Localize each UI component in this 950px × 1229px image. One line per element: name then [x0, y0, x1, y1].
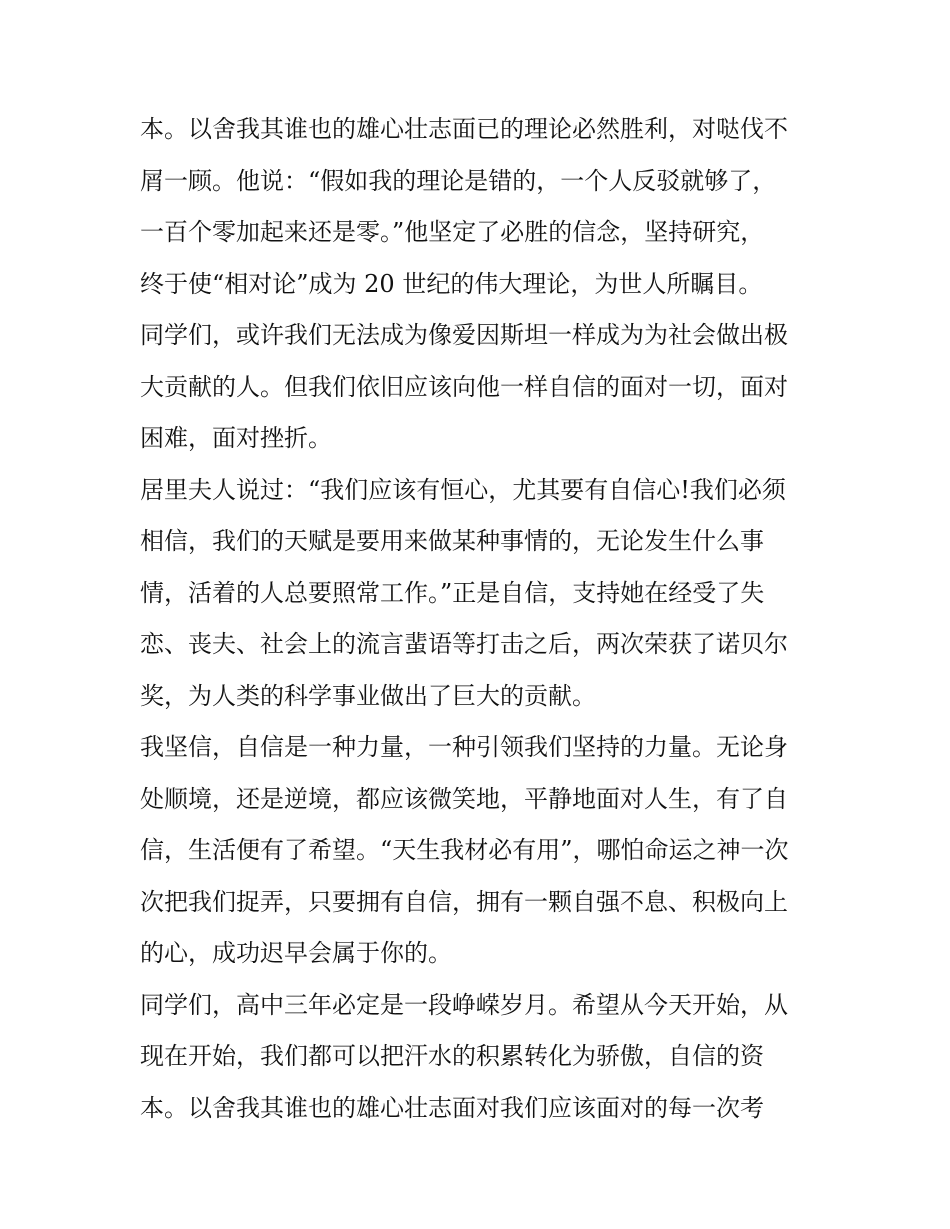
text-line: 居里夫人说过：“我们应该有恒心，尤其要有自信心!我们必须	[140, 475, 786, 504]
text-line: 同学们，或许我们无法成为像爱因斯坦一样成为为社会做出极	[140, 321, 788, 349]
text-line: 相信，我们的天赋是要用来做某种事情的，无论发生什么事	[140, 527, 764, 555]
text-line: 次把我们捉弄，只要拥有自信，拥有一颗自强不息、积极向上	[140, 887, 788, 916]
text-line: 屑一顾。他说：“假如我的理论是错的，一个人反驳就够了，	[140, 166, 777, 195]
text-line: 困难，面对挫折。	[140, 424, 332, 452]
text-line: 现在开始，我们都可以把汗水的积累转化为骄傲，自信的资	[140, 1042, 764, 1070]
text-line: 恋、丧夫、社会上的流言蜚语等打击之后，两次荣获了诺贝尔	[140, 630, 788, 658]
text-line: 信，生活便有了希望。“天生我材必有用”，哪怕命运之神一次	[140, 836, 789, 864]
document-body	[140, 104, 830, 1134]
text-line: 本。以舍我其谁也的雄心壮志面已的理论必然胜利，对哒伐不	[140, 115, 788, 143]
text-line: 我坚信，自信是一种力量，一种引领我们坚持的力量。无论身	[140, 733, 788, 761]
text-line: 情，活着的人总要照常工作。”正是自信，支持她在经受了失	[140, 578, 765, 607]
text-line: 终于使“相对论”成为 20 世纪的伟大理论，为世人所瞩目。	[140, 269, 763, 298]
text-line: 一百个零加起来还是零。”他坚定了必胜的信念，坚持研究，	[140, 218, 765, 246]
text-line: 处顺境，还是逆境，都应该微笑地，平静地面对人生，有了自	[140, 784, 788, 813]
text-line: 同学们，高中三年必定是一段峥嵘岁月。希望从今天开始，从	[140, 990, 788, 1019]
text-line: 奖，为人类的科学事业做出了巨大的贡献。	[140, 681, 596, 710]
text-line: 的心，成功迟早会属于你的。	[140, 939, 452, 967]
text-line: 本。以舍我其谁也的雄心壮志面对我们应该面对的每一次考	[140, 1093, 764, 1122]
text-line: 大贡献的人。但我们依旧应该向他一样自信的面对一切，面对	[140, 372, 788, 401]
